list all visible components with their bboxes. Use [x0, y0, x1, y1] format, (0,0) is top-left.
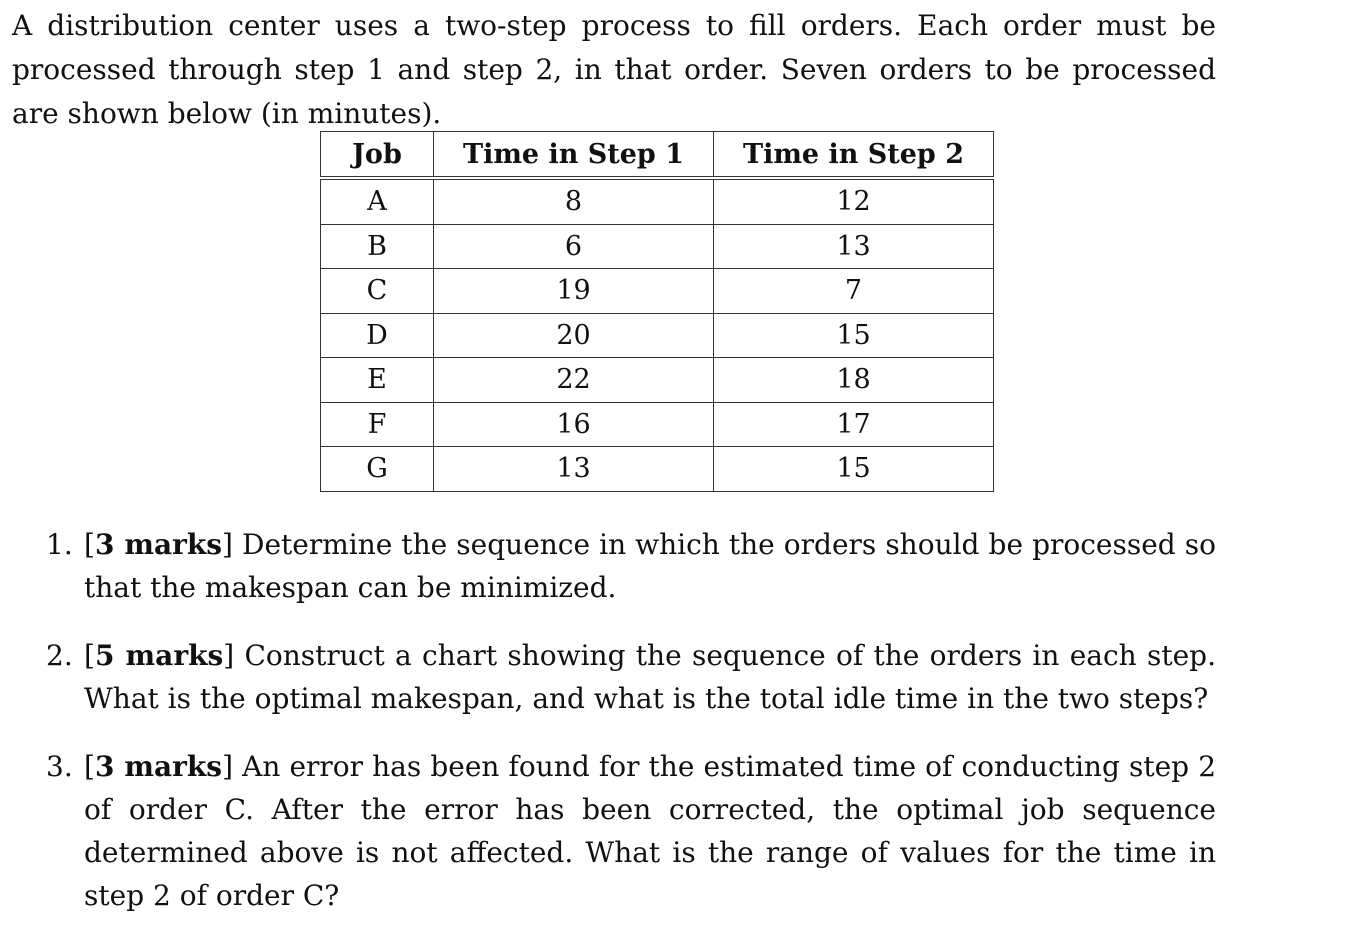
- step2-cell: 13: [714, 224, 994, 269]
- job-cell: C: [321, 269, 434, 314]
- header-job: Job: [321, 132, 434, 179]
- step1-cell: 20: [434, 313, 714, 358]
- table-row: [321, 224, 994, 269]
- table-row: [321, 269, 994, 314]
- step2-cell: 18: [714, 358, 994, 403]
- header-step2: Time in Step 2: [714, 132, 994, 179]
- marks-close-bracket: ]: [222, 528, 233, 561]
- table-row: [321, 313, 994, 358]
- question-item: [12, 745, 1216, 917]
- step1-cell: 6: [434, 224, 714, 269]
- marks-open-bracket: [: [84, 639, 95, 672]
- table-row: [321, 402, 994, 447]
- marks-open-bracket: [: [84, 750, 95, 783]
- question-item: [12, 634, 1216, 720]
- question-number: 3.: [46, 750, 73, 783]
- question-text: Construct a chart showing the sequence of the orders in each step. What is the optimal makespan, and what is the total idle time in the two steps?: [84, 639, 1216, 715]
- job-cell: G: [321, 447, 434, 492]
- step2-cell: 17: [714, 402, 994, 447]
- intro-paragraph: A distribution center uses a two-step process to fill orders. Each order must be processed through step 1 and step 2, in that order. Seven orders to be processed are shown below (in minutes).: [12, 9, 1216, 130]
- job-cell: D: [321, 313, 434, 358]
- job-cell: E: [321, 358, 434, 403]
- step1-cell: 22: [434, 358, 714, 403]
- table-header-row: [321, 132, 994, 179]
- job-cell: A: [321, 178, 434, 224]
- question-text: Determine the sequence in which the orders should be processed so that the makespan can be minimized.: [84, 528, 1217, 604]
- jobs-table-container: [320, 131, 994, 492]
- job-cell: B: [321, 224, 434, 269]
- step1-cell: 13: [434, 447, 714, 492]
- header-step1: Time in Step 1: [434, 132, 714, 179]
- marks-close-bracket: ]: [222, 750, 233, 783]
- question-item: [12, 523, 1216, 609]
- step1-cell: 16: [434, 402, 714, 447]
- question-marks: 3 marks: [94, 528, 223, 561]
- question-marks: 3 marks: [94, 750, 223, 783]
- question-number: 2.: [46, 639, 73, 672]
- marks-close-bracket: ]: [223, 639, 235, 672]
- job-cell: F: [321, 402, 434, 447]
- question-text: An error has been found for the estimated time of conducting step 2 of order C. After the error has been corrected, the optimal job sequence determined above is not affected. What is the range of values for the time in step 2 of order C?: [84, 750, 1217, 912]
- question-list: [12, 523, 1216, 942]
- document-page: [12, 0, 1217, 912]
- step2-cell: 15: [714, 447, 994, 492]
- table-row: [321, 178, 994, 224]
- table-row: [321, 447, 994, 492]
- step2-cell: 12: [714, 178, 994, 224]
- step2-cell: 15: [714, 313, 994, 358]
- step1-cell: 19: [434, 269, 714, 314]
- step2-cell: 7: [714, 269, 994, 314]
- question-number: 1.: [46, 528, 73, 561]
- table-row: [321, 358, 994, 403]
- jobs-table: [320, 131, 994, 492]
- marks-open-bracket: [: [84, 528, 95, 561]
- question-marks: 5 marks: [94, 639, 224, 672]
- step1-cell: 8: [434, 178, 714, 224]
